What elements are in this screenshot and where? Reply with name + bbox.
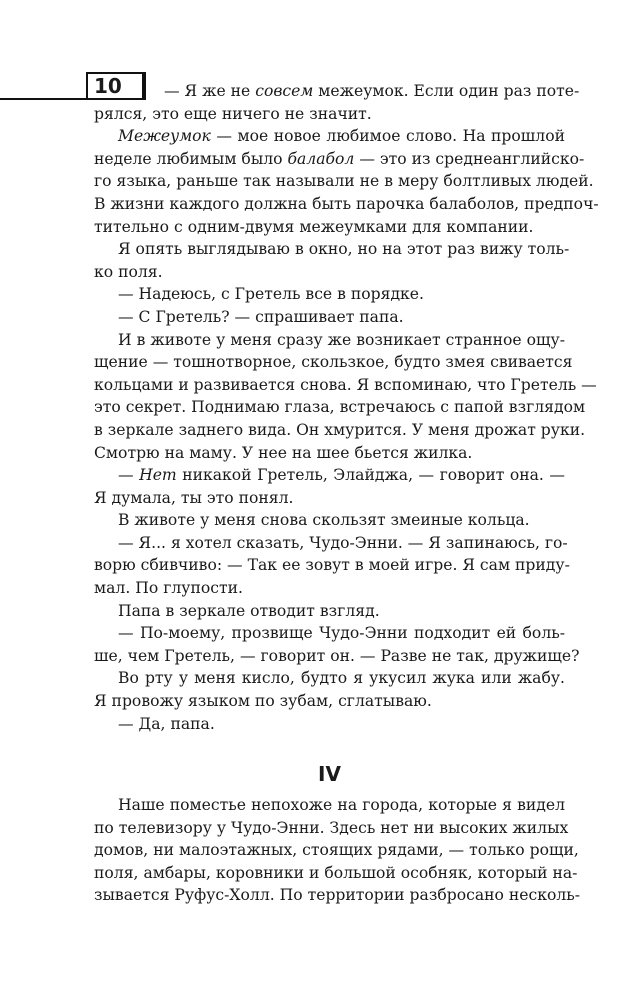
text-line: это секрет. Поднимаю глаза, встречаюсь с папой взглядом — [94, 398, 586, 417]
text-line: — Я же не совсем межеумок. Если один раз поте- — [164, 82, 580, 100]
text-line: — Нет никакой Гретель, Элайджа, — говорит она. — — [118, 466, 565, 485]
text-line: — С Гретель? — спрашивает папа. — [118, 307, 404, 326]
text-line: кольцами и развивается снова. Я вспоминаю, что Гретель — — [94, 375, 597, 394]
text-line: Во рту у меня кисло, будто я укусил жука или жабу. — [118, 669, 565, 688]
text-line: по телевизору у Чудо-Энни. Здесь нет ни высоких жилых — [94, 818, 569, 837]
text-line: — Я... я хотел сказать, Чудо-Энни. — Я запинаюсь, го- — [118, 533, 568, 552]
body-text-bottom — [94, 794, 581, 907]
text-line: ко поля. — [94, 262, 163, 281]
text-line: го языка, раньше так называли не в меру болтливых людей. — [94, 172, 594, 191]
text-line: в зеркале заднего вида. Он хмурится. У меня дрожат руки. — [94, 420, 586, 439]
text-line: тительно с одним-двумя межеумками для компании. — [94, 217, 534, 236]
text-line: поля, амбары, коровники и большой особняк, который на- — [94, 863, 578, 882]
text-line: Я провожу языком по зубам, сглатываю. — [94, 692, 432, 711]
text-line: мал. По глупости. — [94, 579, 243, 598]
text-line: ше, чем Гретель, — говорит он. — Разве не так, дружище? — [94, 646, 580, 665]
text-line: В животе у меня снова скользят змеиные кольца. — [118, 511, 530, 530]
chapter-heading: IV — [318, 762, 341, 786]
text-line: домов, ни малоэтажных, стоящих рядами, — только рощи, — [94, 841, 579, 860]
text-line: щение — тошнотворное, скользкое, будто змея свивается — [94, 353, 573, 372]
text-line: — По-моему, прозвище Чудо-Энни подходит ей боль- — [118, 624, 565, 643]
text-line: рялся, это еще ничего не значит. — [94, 104, 372, 123]
body-text-top — [94, 80, 599, 735]
text-line: ворю сбивчиво: — Так ее зовут в моей игре. Я сам приду- — [94, 556, 570, 575]
text-line: — Надеюсь, с Гретель все в порядке. — [118, 285, 424, 304]
text-line: Смотрю на маму. У нее на шее бьется жилка. — [94, 443, 473, 462]
text-line: — Да, папа. — [118, 714, 215, 733]
text-line: неделе любимым было балабол — это из среднеанглийско- — [94, 149, 585, 168]
page-number: 10 — [86, 72, 144, 98]
text-line: Я думала, ты это понял. — [94, 488, 294, 507]
text-line: И в животе у меня сразу же возникает странное ощу- — [118, 330, 565, 349]
text-line: Я опять выглядываю в окно, но на этот раз вижу толь- — [118, 240, 570, 259]
text-line: Папа в зеркале отводит взгляд. — [118, 601, 380, 620]
text-line: Межеумок — мое новое любимое слово. На прошлой — [118, 127, 565, 146]
text-line: Наше поместье непохоже на города, которые я видел — [118, 796, 565, 814]
text-line: зывается Руфус-Холл. По территории разбросано несколь- — [94, 886, 581, 905]
text-line: В жизни каждого должна быть парочка балаболов, предпоч- — [94, 194, 599, 213]
